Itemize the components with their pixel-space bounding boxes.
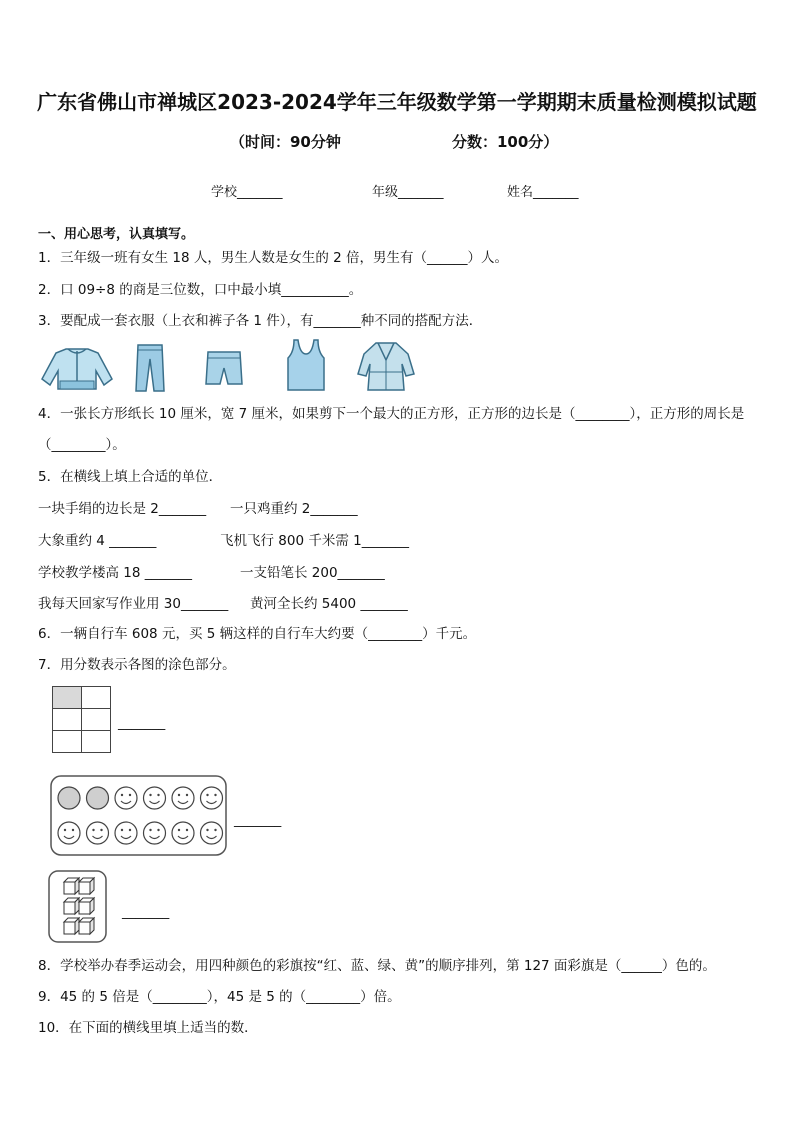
- q7-grid-figure: [52, 686, 112, 754]
- question-1: 1．三年级一班有女生 18 人，男生人数是女生的 2 倍，男生有（______）人。: [38, 250, 509, 266]
- shorts-icon: [204, 350, 244, 388]
- page-title: 广东省佛山市禅城区2023-2024学年三年级数学第一学期期末质量检测模拟试题: [37, 90, 757, 114]
- q5-item: 一支铅笔长 200_______: [240, 565, 385, 581]
- smiley-face: [144, 787, 166, 809]
- q5-item: 学校教学楼高 18 _______: [38, 565, 193, 581]
- cube: [64, 918, 79, 934]
- cube: [79, 878, 94, 894]
- q7-blank-2: _______: [234, 812, 282, 828]
- q7-cubes-figure: [48, 870, 108, 944]
- smiley-face: [87, 822, 109, 844]
- q5-item: 大象重约 4 _______: [38, 533, 157, 549]
- q5-item: 一块手绢的边长是 2_______: [38, 501, 207, 517]
- smiley-face: [144, 822, 166, 844]
- name-field: 姓名_______: [507, 185, 579, 200]
- q7-blank-3: _______: [122, 904, 170, 920]
- grade-field: 年级_______: [372, 185, 444, 200]
- shaded-face: [58, 787, 80, 809]
- q7-faces-figure: [50, 775, 228, 857]
- tank-top-icon: [284, 338, 328, 392]
- question-6: 6．一辆自行车 608 元，买 5 辆这样的自行车大约要（________）千元。: [38, 626, 477, 642]
- coat-icon: [356, 340, 416, 392]
- jeans-icon: [130, 343, 170, 393]
- jacket-icon: [38, 345, 116, 391]
- smiley-face: [115, 787, 137, 809]
- cube: [79, 918, 94, 934]
- q5-item: 飞机飞行 800 千米需 1_______: [220, 533, 409, 549]
- question-2: 2．口 09÷8 的商是三位数，口中最小填__________。: [38, 282, 363, 298]
- smiley-face: [172, 787, 194, 809]
- smiley-face: [201, 787, 223, 809]
- smiley-face: [115, 822, 137, 844]
- shaded-face: [87, 787, 109, 809]
- cube: [64, 898, 79, 914]
- question-4: 4．一张长方形纸长 10 厘米，宽 7 厘米，如果剪下一个最大的正方形，正方形的边长是（________），正方形的周长是: [38, 406, 745, 422]
- smiley-face: [201, 822, 223, 844]
- question-3: 3．要配成一套衣服（上衣和裤子各 1 件），有_______种不同的搭配方法．: [38, 313, 483, 329]
- question-5: 5．在横线上填上合适的单位．: [38, 469, 223, 485]
- cube: [64, 878, 79, 894]
- q5-item: 黄河全长约 5400 _______: [250, 596, 408, 612]
- question-7: 7．用分数表示各图的涂色部分。: [38, 657, 236, 673]
- section-heading: 一、用心思考，认真填写。: [38, 227, 195, 242]
- question-9: 9．45 的 5 倍是（________），45 是 5 的（________）倍。: [38, 989, 401, 1005]
- q7-blank-1: _______: [118, 715, 166, 731]
- smiley-face: [58, 822, 80, 844]
- exam-time: （时间：90分钟: [230, 133, 341, 151]
- question-4-cont: （________）。: [38, 437, 126, 453]
- question-10: 10．在下面的横线里填上适当的数．: [38, 1020, 258, 1036]
- q5-item: 一只鸡重约 2_______: [230, 501, 358, 517]
- smiley-face: [172, 822, 194, 844]
- cube: [79, 898, 94, 914]
- school-field: 学校_______: [211, 185, 283, 200]
- exam-score: 分数：100分）: [452, 133, 559, 151]
- question-8: 8．学校举办春季运动会，用四种颜色的彩旗按“红、蓝、绿、黄”的顺序排列，第 127 面彩旗是（______）色的。: [38, 958, 716, 974]
- q5-item: 我每天回家写作业用 30_______: [38, 596, 229, 612]
